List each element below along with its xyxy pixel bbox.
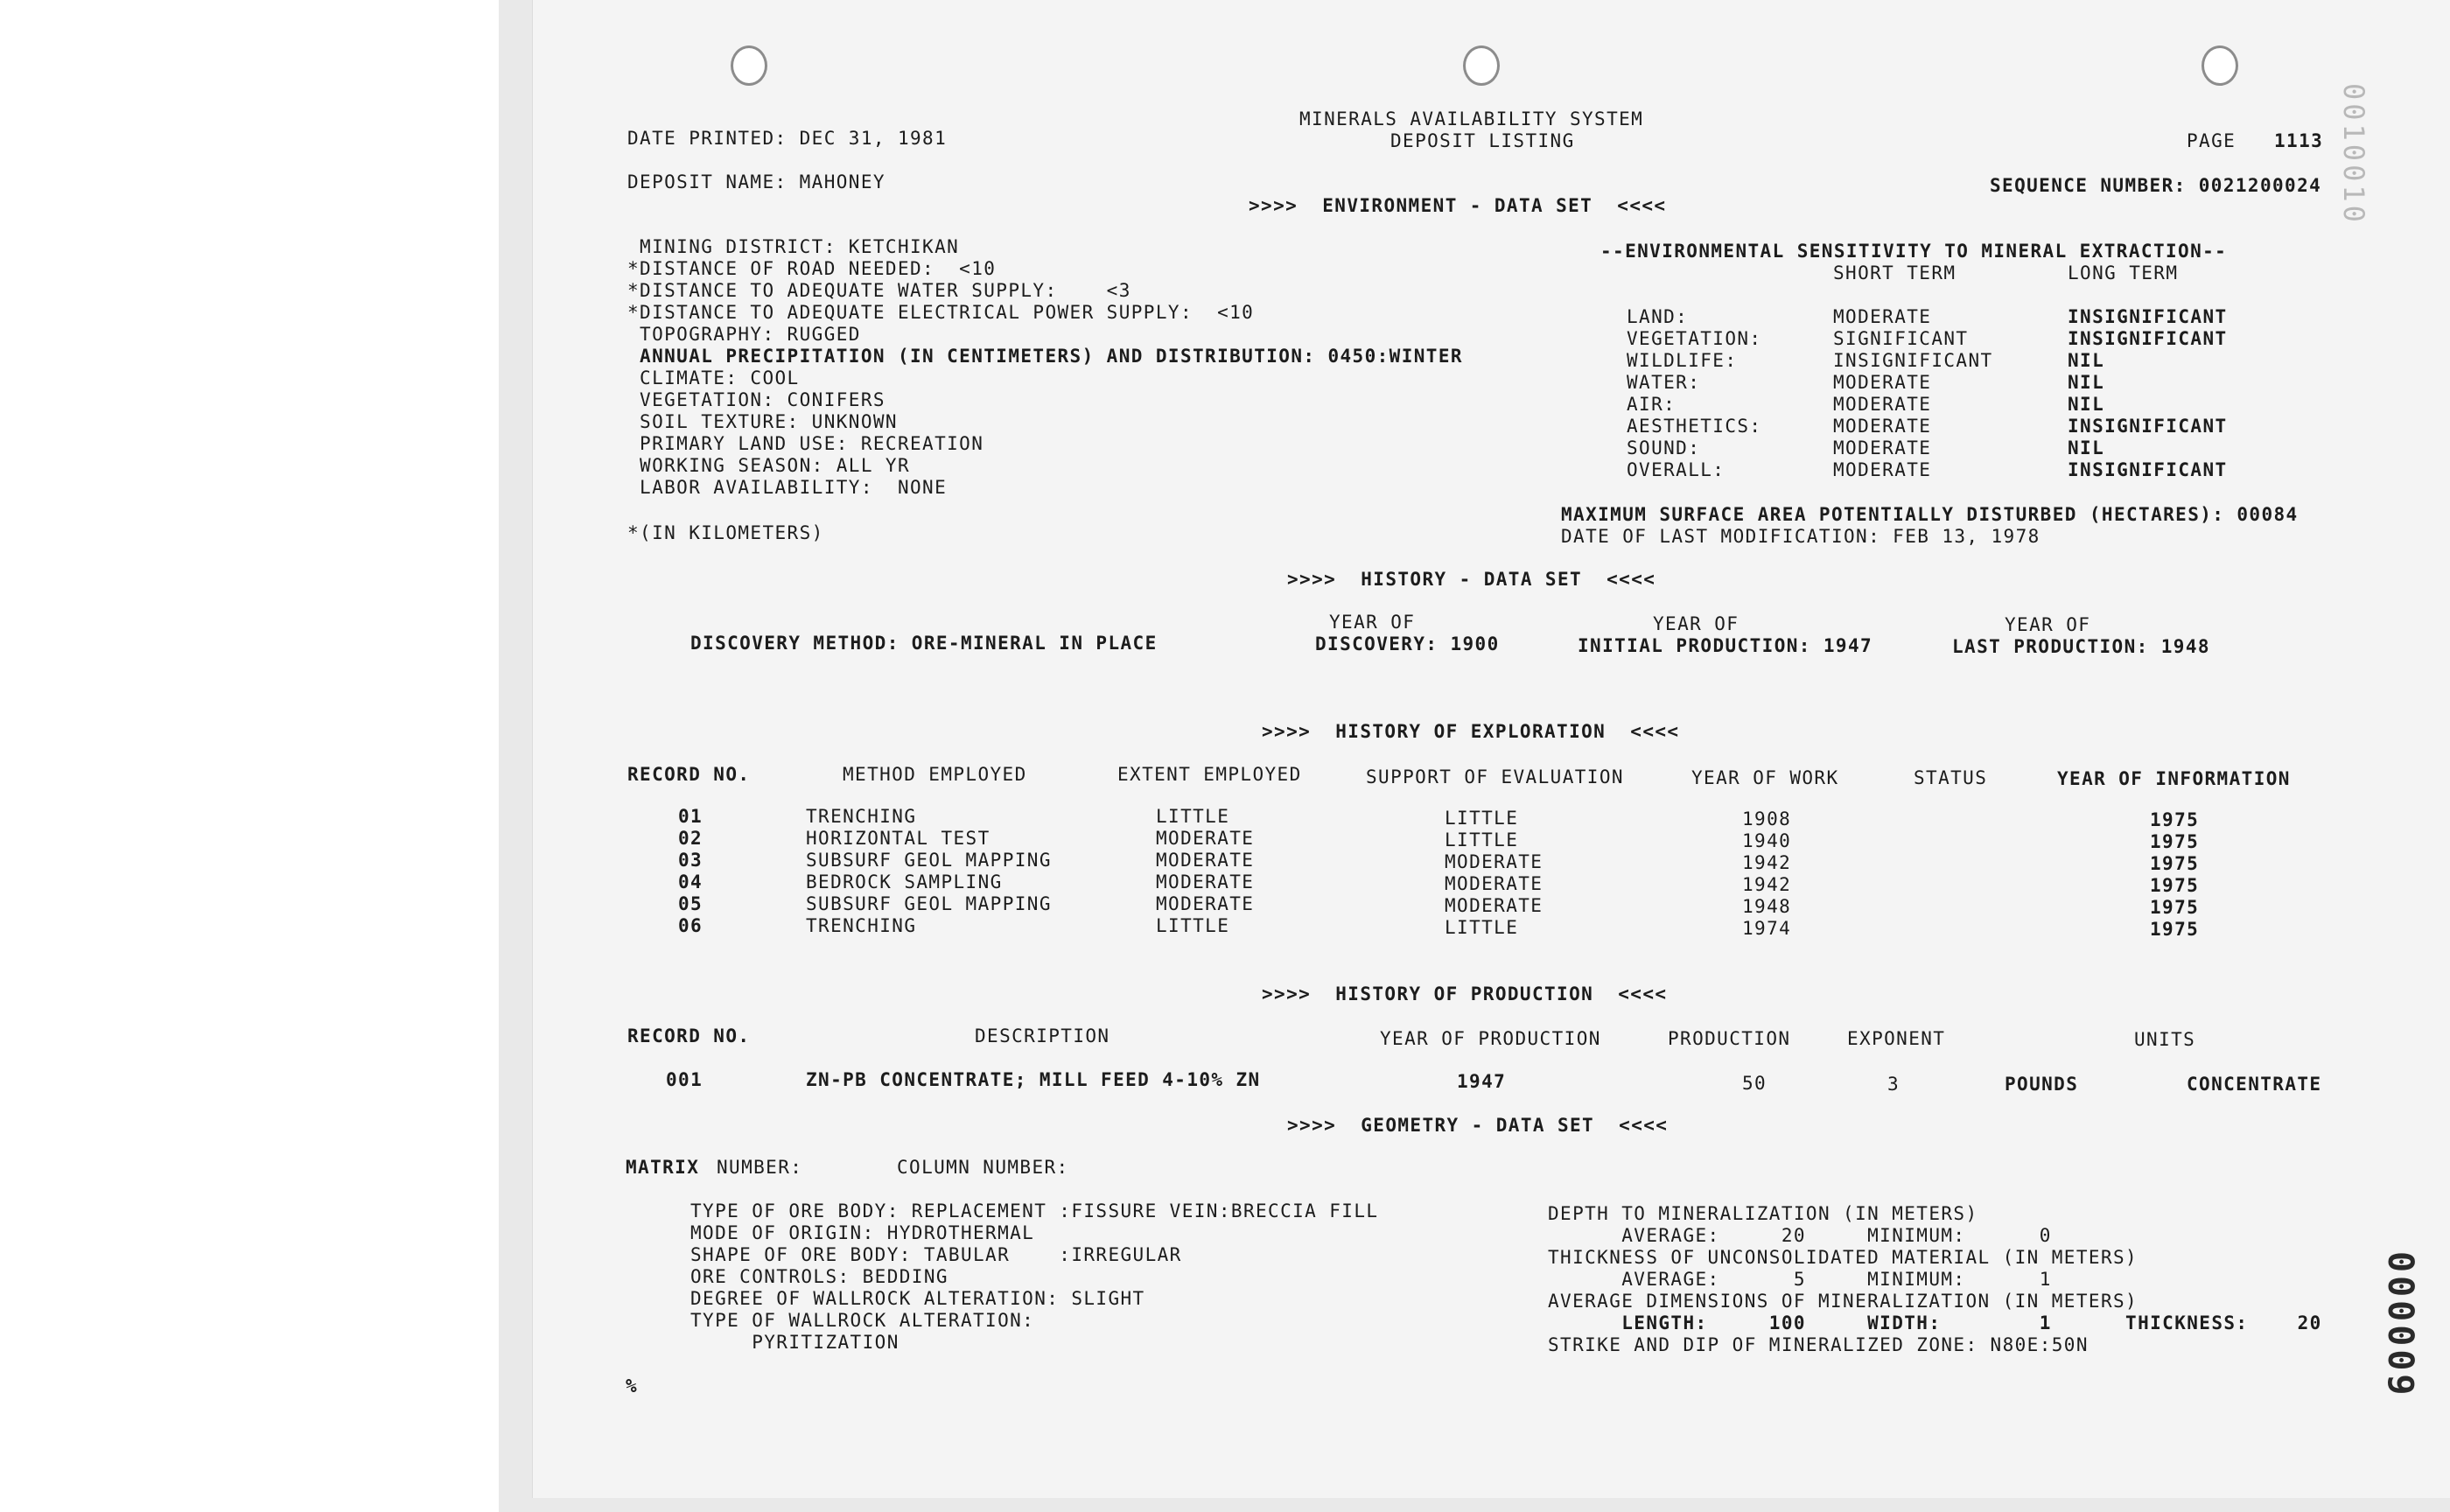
environment-line: LABOR AVAILABILITY: NONE <box>627 477 948 498</box>
exploration-support: MODERATE <box>1445 895 1544 916</box>
exploration-section-title: >>>> HISTORY OF EXPLORATION <<<< <box>1262 721 1680 742</box>
margin-stamp-bottom: 000009 <box>2380 1251 2420 1399</box>
long-term-header: LONG TERM <box>2068 262 2179 284</box>
sensitivity-short-term: MODERATE <box>1833 459 1932 480</box>
exploration-support: MODERATE <box>1445 873 1544 894</box>
page-label: PAGE <box>2187 130 2236 151</box>
discovery-method: DISCOVERY METHOD: ORE-MINERAL IN PLACE <box>690 633 1158 654</box>
discovery-year-label: YEAR OF <box>1329 612 1416 633</box>
sensitivity-short-term: MODERATE <box>1833 438 1932 458</box>
sensitivity-factor: WILDLIFE: <box>1627 350 1738 371</box>
matrix-label: MATRIX <box>626 1157 700 1178</box>
sensitivity-long-term: NIL <box>2068 350 2105 371</box>
production-header-year: YEAR OF PRODUCTION <box>1380 1028 1601 1049</box>
listing-title: DEPOSIT LISTING <box>1390 130 1575 151</box>
sensitivity-title: --ENVIRONMENTAL SENSITIVITY TO MINERAL EXTRACTION-- <box>1600 241 2228 262</box>
production-header-exponent: EXPONENT <box>1847 1028 1946 1049</box>
exploration-year-of-work: 1908 <box>1742 808 1792 830</box>
ore-body-line: PYRITIZATION <box>690 1332 900 1353</box>
mineralization-line: AVERAGE: 20 MINIMUM: 0 <box>1548 1225 2052 1246</box>
exploration-record-no: 01 <box>678 806 704 827</box>
mineralization-line: THICKNESS OF UNCONSOLIDATED MATERIAL (IN METERS) <box>1548 1247 2138 1268</box>
sensitivity-short-term: SIGNIFICANT <box>1833 328 1969 349</box>
exploration-support: MODERATE <box>1445 851 1544 872</box>
sensitivity-short-term: MODERATE <box>1833 416 1932 437</box>
ore-body-line: MODE OF ORIGIN: HYDROTHERMAL <box>690 1222 1035 1243</box>
sequence-number: SEQUENCE NUMBER: 0021200024 <box>1990 175 2322 196</box>
exploration-method: SUBSURF GEOL MAPPING <box>806 893 1052 914</box>
matrix-number-label: NUMBER: <box>717 1157 803 1178</box>
last-modification: DATE OF LAST MODIFICATION: FEB 13, 1978 <box>1561 526 2040 547</box>
environment-section-title: >>>> ENVIRONMENT - DATA SET <<<< <box>1249 195 1667 216</box>
exploration-record-no: 04 <box>678 872 704 892</box>
exploration-support: LITTLE <box>1445 830 1519 850</box>
sensitivity-long-term: INSIGNIFICANT <box>2068 416 2228 437</box>
production-record: 001 <box>666 1069 704 1090</box>
exploration-year-of-work: 1948 <box>1742 896 1792 917</box>
exploration-extent: MODERATE <box>1156 850 1255 871</box>
exploration-year-of-work: 1940 <box>1742 830 1792 851</box>
last-production-label: YEAR OF <box>2005 614 2091 635</box>
environment-line: MINING DISTRICT: KETCHIKAN <box>627 236 960 257</box>
mineralization-line: AVERAGE: 5 MINIMUM: 1 <box>1548 1269 2052 1290</box>
sensitivity-factor: LAND: <box>1627 306 1689 327</box>
exploration-year-of-work: 1942 <box>1742 874 1792 895</box>
deposit-name: DEPOSIT NAME: MAHONEY <box>627 172 886 192</box>
production-amount: 50 <box>1742 1073 1768 1094</box>
ore-body-line: DEGREE OF WALLROCK ALTERATION: SLIGHT <box>690 1288 1145 1309</box>
exploration-year-of-information: 1975 <box>2150 875 2200 896</box>
exploration-year-of-information: 1975 <box>2150 919 2200 940</box>
exploration-header-year: YEAR OF WORK <box>1691 767 1839 788</box>
initial-production-label: YEAR OF <box>1653 613 1740 634</box>
environment-line: VEGETATION: CONIFERS <box>627 389 886 410</box>
environment-line: SOIL TEXTURE: UNKNOWN <box>627 411 898 432</box>
exploration-method: SUBSURF GEOL MAPPING <box>806 850 1052 871</box>
mineralization-line: DEPTH TO MINERALIZATION (IN METERS) <box>1548 1203 1978 1224</box>
exploration-record-no: 06 <box>678 915 704 936</box>
end-mark: % <box>626 1376 639 1396</box>
exploration-extent: LITTLE <box>1156 806 1230 827</box>
ore-body-line: TYPE OF ORE BODY: REPLACEMENT :FISSURE VEIN:BRECCIA FILL <box>690 1200 1379 1222</box>
production-year: 1947 <box>1457 1071 1507 1092</box>
exploration-header-record: RECORD NO. <box>627 764 751 785</box>
exploration-year-of-information: 1975 <box>2150 897 2200 918</box>
exploration-record-no: 05 <box>678 893 704 914</box>
sensitivity-short-term: MODERATE <box>1833 394 1932 415</box>
sensitivity-factor: WATER: <box>1627 372 1701 393</box>
exploration-header-method: METHOD EMPLOYED <box>843 764 1027 785</box>
exploration-record-no: 02 <box>678 828 704 849</box>
environment-line: TOPOGRAPHY: RUGGED <box>627 324 861 345</box>
exploration-method: HORIZONTAL TEST <box>806 828 990 849</box>
exploration-extent: MODERATE <box>1156 893 1255 914</box>
exploration-extent: LITTLE <box>1156 915 1230 936</box>
exploration-extent: MODERATE <box>1156 872 1255 892</box>
production-header-record: RECORD NO. <box>627 1026 751 1046</box>
exploration-header-extent: EXTENT EMPLOYED <box>1117 764 1302 785</box>
sensitivity-long-term: NIL <box>2068 372 2105 393</box>
production-header-production: PRODUCTION <box>1668 1028 1791 1049</box>
max-surface-area: MAXIMUM SURFACE AREA POTENTIALLY DISTURBED (HECTARES): 00084 <box>1561 504 2299 525</box>
punch-hole <box>731 46 767 86</box>
short-term-header: SHORT TERM <box>1833 262 1956 284</box>
sensitivity-long-term: NIL <box>2068 394 2105 415</box>
exploration-extent: MODERATE <box>1156 828 1255 849</box>
production-header-description: DESCRIPTION <box>975 1026 1110 1046</box>
environment-line: ANNUAL PRECIPITATION (IN CENTIMETERS) AND DISTRIBUTION: 0450:WINTER <box>627 346 1463 367</box>
page-number: 1113 <box>2274 130 2324 151</box>
date-printed: DATE PRINTED: DEC 31, 1981 <box>627 128 948 149</box>
sensitivity-factor: SOUND: <box>1627 438 1701 458</box>
environment-line: CLIMATE: COOL <box>627 368 800 388</box>
ore-body-line: ORE CONTROLS: BEDDING <box>690 1266 948 1287</box>
production-description: ZN-PB CONCENTRATE; MILL FEED 4-10% ZN <box>806 1069 1261 1090</box>
exploration-header-info: YEAR OF INFORMATION <box>2057 768 2291 789</box>
environment-line: PRIMARY LAND USE: RECREATION <box>627 433 984 454</box>
environment-line: WORKING SEASON: ALL YR <box>627 455 910 476</box>
initial-production-year: INITIAL PRODUCTION: 1947 <box>1578 635 1873 656</box>
discovery-year: DISCOVERY: 1900 <box>1315 634 1500 654</box>
exploration-record-no: 03 <box>678 850 704 871</box>
environment-line: *DISTANCE TO ADEQUATE ELECTRICAL POWER SUPPLY: <10 <box>627 302 1255 323</box>
sensitivity-long-term: INSIGNIFICANT <box>2068 306 2228 327</box>
sensitivity-short-term: MODERATE <box>1833 306 1932 327</box>
exploration-header-support: SUPPORT OF EVALUATION <box>1366 766 1624 788</box>
kilometers-footnote: *(IN KILOMETERS) <box>627 522 824 543</box>
production-units: POUNDS <box>2005 1074 2079 1095</box>
margin-stamp-top: 0010010 <box>2337 83 2370 226</box>
punch-hole <box>2202 46 2238 86</box>
sensitivity-short-term: MODERATE <box>1833 372 1932 393</box>
exploration-support: LITTLE <box>1445 917 1519 938</box>
mineralization-line: AVERAGE DIMENSIONS OF MINERALIZATION (IN METERS) <box>1548 1291 2138 1312</box>
ore-body-line: SHAPE OF ORE BODY: TABULAR :IRREGULAR <box>690 1244 1182 1265</box>
exploration-year-of-information: 1975 <box>2150 853 2200 874</box>
document-page <box>532 0 2450 1498</box>
history-section-title: >>>> HISTORY - DATA SET <<<< <box>1287 569 1656 590</box>
mineralization-line: LENGTH: 100 WIDTH: 1 THICKNESS: 20 <box>1548 1312 2322 1334</box>
production-exponent: 3 <box>1887 1074 1900 1095</box>
sensitivity-factor: VEGETATION: <box>1627 328 1762 349</box>
exploration-method: TRENCHING <box>806 806 917 827</box>
system-title: MINERALS AVAILABILITY SYSTEM <box>1299 108 1644 130</box>
exploration-support: LITTLE <box>1445 808 1519 829</box>
sensitivity-factor: OVERALL: <box>1627 459 1726 480</box>
environment-line: *DISTANCE TO ADEQUATE WATER SUPPLY: <3 <box>627 280 1131 301</box>
sensitivity-long-term: INSIGNIFICANT <box>2068 459 2228 480</box>
production-material: CONCENTRATE <box>2187 1074 2322 1095</box>
sensitivity-long-term: INSIGNIFICANT <box>2068 328 2228 349</box>
exploration-year-of-work: 1942 <box>1742 852 1792 873</box>
ore-body-line: TYPE OF WALLROCK ALTERATION: <box>690 1310 1035 1331</box>
sensitivity-short-term: INSIGNIFICANT <box>1833 350 1993 371</box>
exploration-method: BEDROCK SAMPLING <box>806 872 1003 892</box>
environment-line: *DISTANCE OF ROAD NEEDED: <10 <box>627 258 997 279</box>
exploration-method: TRENCHING <box>806 915 917 936</box>
sensitivity-long-term: NIL <box>2068 438 2105 458</box>
last-production-year: LAST PRODUCTION: 1948 <box>1952 636 2210 657</box>
production-section-title: >>>> HISTORY OF PRODUCTION <<<< <box>1262 984 1668 1004</box>
sensitivity-factor: AESTHETICS: <box>1627 416 1762 437</box>
exploration-header-status: STATUS <box>1914 767 1988 788</box>
geometry-section-title: >>>> GEOMETRY - DATA SET <<<< <box>1287 1115 1669 1136</box>
punch-hole <box>1463 46 1500 86</box>
exploration-year-of-work: 1974 <box>1742 918 1792 939</box>
sensitivity-factor: AIR: <box>1627 394 1676 415</box>
exploration-year-of-information: 1975 <box>2150 809 2200 830</box>
mineralization-line: STRIKE AND DIP OF MINERALIZED ZONE: N80E:50N <box>1548 1334 2089 1355</box>
column-number-label: COLUMN NUMBER: <box>897 1157 1069 1178</box>
exploration-year-of-information: 1975 <box>2150 831 2200 852</box>
production-header-units: UNITS <box>2134 1029 2196 1050</box>
